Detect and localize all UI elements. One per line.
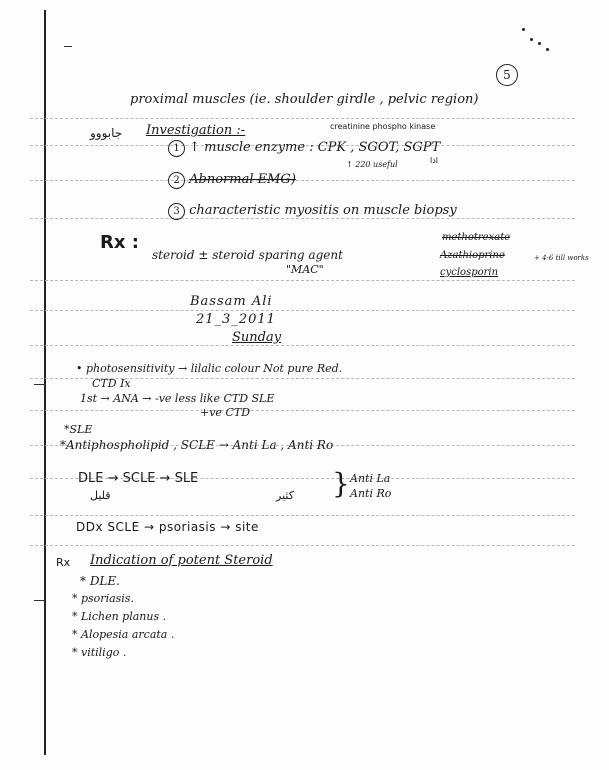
left-margin-line xyxy=(44,10,46,755)
line-ddx: DDx SCLE → psoriasis → site xyxy=(76,520,259,534)
drug-note: + 4-6 till works xyxy=(534,254,589,262)
curly-brace: } xyxy=(332,467,350,500)
item-1-number: 1 xyxy=(168,140,185,157)
investigation-item-1 xyxy=(168,140,440,157)
line-ana: 1st → ANA → -ve less like CTD SLE xyxy=(80,392,275,405)
arabic-more: كثير xyxy=(276,489,294,502)
arabic-note: جابووو xyxy=(90,126,123,140)
item-3-text: characteristic myositis on muscle biopsy xyxy=(189,203,457,218)
stray-mark xyxy=(64,46,72,47)
ruled-line xyxy=(30,310,575,311)
indication-item: * Alopesia arcata . xyxy=(72,628,175,641)
indication-item: * Lichen planus . xyxy=(72,610,167,623)
cpk-note: creatinine phospho kinase xyxy=(330,122,436,131)
drug-cyclosporin: cyclosporin xyxy=(440,267,499,278)
item-2-number: 2 xyxy=(168,172,185,189)
line-ctd: CTD Ix xyxy=(92,377,131,390)
line-dle-chain: DLE → SCLE → SLE xyxy=(78,471,199,486)
item-1-text: ↑ muscle enzyme : CPK , SGOT, SGPT xyxy=(189,140,441,155)
drug-azathioprine: Azathioprine xyxy=(440,250,505,261)
line-photosensitivity: • photosensitivity → lilalic colour Not pure Red. xyxy=(76,362,343,375)
ruled-line xyxy=(30,410,575,411)
investigation-item-3 xyxy=(168,203,457,220)
anti-ro-label: Anti Ro xyxy=(350,487,392,500)
author-name: Bassam Ali xyxy=(190,294,273,309)
arabic-less: قليل xyxy=(90,489,111,502)
drug-methotrexate: methotrexate xyxy=(442,232,511,243)
stray-dot xyxy=(538,42,541,45)
ruled-line xyxy=(30,280,575,281)
ruled-line xyxy=(30,118,575,119)
ruled-line xyxy=(30,345,575,346)
ruled-line xyxy=(30,180,575,181)
line-antiphospholipid: *Antiphospholipid , SCLE → Anti La , Anti Ro xyxy=(60,438,334,452)
stray-dot xyxy=(546,48,549,51)
indication-item: * DLE. xyxy=(80,574,120,588)
indication-heading: Indication of potent Steroid xyxy=(90,553,273,568)
indication-item: * vitiligo . xyxy=(72,646,127,659)
treatment-line: steroid ± steroid sparing agent xyxy=(152,248,343,262)
indication-item: * psoriasis. xyxy=(72,592,134,605)
item-2-text: Abnormal EMG) xyxy=(189,172,296,187)
item-1-arabic: اذا xyxy=(430,156,439,165)
stray-mark xyxy=(34,384,46,385)
stray-dot xyxy=(530,38,533,41)
page-number: 5 xyxy=(496,64,518,86)
investigation-item-2 xyxy=(168,172,296,189)
ruled-line xyxy=(30,545,575,546)
item-3-number: 3 xyxy=(168,203,185,220)
line-proximal: proximal muscles (ie. shoulder girdle , pelvic region) xyxy=(130,92,479,107)
rx-symbol: Rx : xyxy=(100,232,139,253)
mac-label: "MAC" xyxy=(286,263,324,276)
item-1-note: ↑ 220 useful xyxy=(346,160,398,169)
line-sle: *SLE xyxy=(64,423,93,436)
note-date: 21_3_2011 xyxy=(196,312,276,327)
ruled-line xyxy=(30,515,575,516)
stray-mark xyxy=(34,600,44,601)
rx-mark: Rx xyxy=(56,556,71,569)
note-day: Sunday xyxy=(232,330,282,345)
stray-dot xyxy=(522,28,525,31)
anti-la-label: Anti La xyxy=(350,472,391,485)
line-ana-positive: +ve CTD xyxy=(200,406,251,419)
investigation-heading: Investigation :- xyxy=(146,123,246,138)
